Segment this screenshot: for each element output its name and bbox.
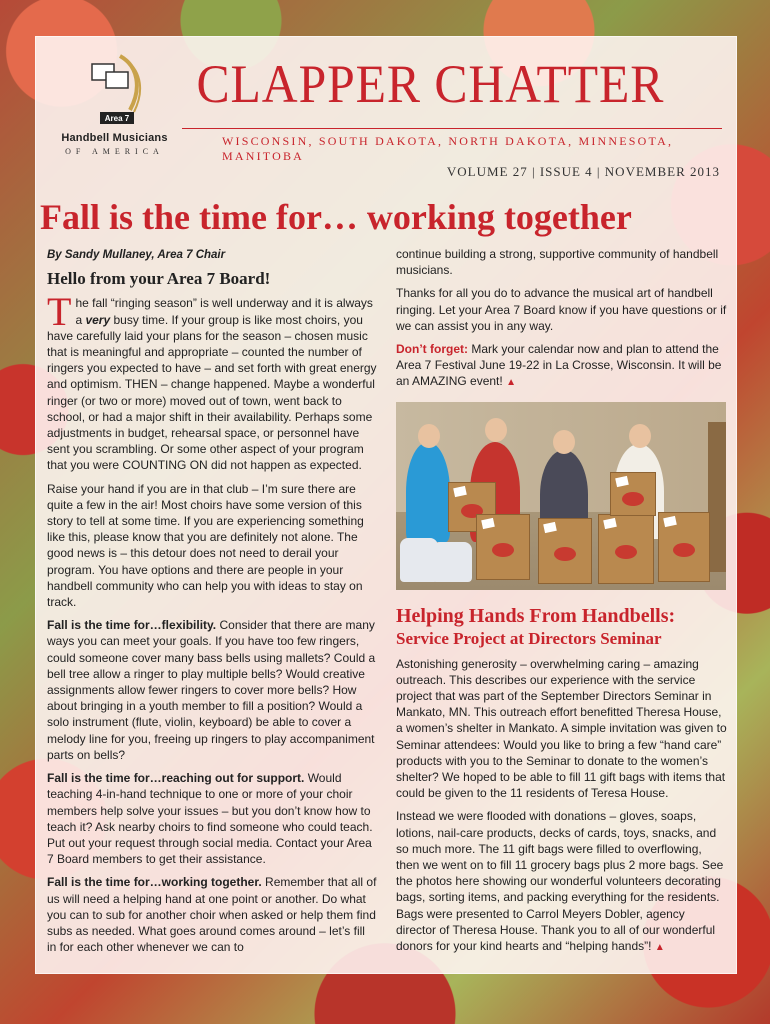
issue-line: VOLUME 27 | ISSUE 4 | NOVEMBER 2013	[446, 164, 720, 179]
logo-name: Handbell Musicians	[61, 132, 168, 144]
gift-bag	[538, 518, 592, 584]
end-mark-icon: ▲	[506, 377, 516, 389]
gift-bag	[610, 472, 656, 516]
volunteer-figure	[406, 442, 450, 542]
hma-area7-logo	[52, 52, 177, 160]
paragraph: Fall is the time for…working together. Remember that all of us will need a helping hand at one point or another. Do what you can to sub for another choir when asked or help them find subs as needed. What goes around comes around – let’s fill in for each other whenever we can to	[47, 875, 377, 955]
paragraph: Raise your hand if you are in that club – I’m sure there are quite a few in the air! Most choirs have some version of this story to tell at some time. If you are experiencing something like this, please know that you are definitely not alone. The good news is – this detour does not need to derail your program. You have options and there are people in your handbell community who can help you with ideas to stay on track.	[47, 481, 364, 610]
paragraph: Thanks for all you do to advance the musical art of handbell ringing. Let your Area 7 Board know if you have questions or if we can assist you in any way.	[396, 286, 727, 333]
article-subhead: Hello from your Area 7 Board!	[47, 269, 271, 289]
paragraph: Fall is the time for…reaching out for support. Would teaching 4-in-hand technique to one or more of your choir members help solve your issues – but you don’t know how to teach it? Ask nearby choirs to find someone who could teach. Put out your request through social media. Contact your Area 7 Board members to get their assistance.	[47, 771, 373, 867]
drop-cap: T	[47, 289, 72, 335]
right-column	[396, 246, 728, 963]
logo-sub: OF AMERICA	[65, 147, 164, 156]
section-heading: Helping Hands From Handbells:	[396, 604, 676, 627]
grocery-bag	[432, 542, 472, 582]
paragraph: Fall is the time for…flexibility. Consider that there are many ways you can meet your goals. If you have too few ringers, could someone cover many bass bells using mallets? Could a bell tree allow a ringer to play multiple bells? Would creative assignments allow fewer ringers to cover more bells? How about bringing in a youth member to fill a position? Would a solo instrument (flute, violin, keyboard) be able to cover a melody line for you, freeing up ringers to play accompaniment parts on bells?	[47, 618, 376, 762]
paragraph: Instead we were flooded with donations – gloves, soaps, lotions, nail-care products, decks of cards, toys, snacks, and so much more. The 11 gift bags were filled to overflowing, then we went on to fill 11 grocery bags plus 2 more bags. See the photos here showing our wonderful volunteers decorating bags, sorting items, and packing everything for the residents. Bags were presented to Carrol Meyers Dobler, agency director of Theresa House. Thank you to all of our wonderful donors for your kind hearts and “helping hands”! ▲	[396, 809, 724, 954]
byline: By Sandy Mullaney, Area 7 Chair	[47, 249, 226, 261]
end-mark-icon: ▲	[654, 942, 665, 954]
gift-bag	[476, 514, 530, 580]
paragraph: continue building a strong, supportive community of handbell musicians.	[396, 247, 719, 278]
left-column	[47, 247, 377, 962]
volunteers-photo	[396, 402, 726, 590]
paragraph: Don’t forget: Mark your calendar now and plan to attend the Area 7 Festival June 19-22 in La Crosse, Wisconsin. It will be an AMAZING event! ▲	[396, 342, 722, 389]
logo-badge: Area 7	[104, 114, 130, 123]
paragraph: Astonishing generosity – overwhelming caring – amazing outreach. This describes our experience with the service project that was part of the September Directors Seminar in Mankato, MN. This outreach effort benefitted Theresa House, a women’s shelter in Mankato. A simple invitation was given to Seminar attendees: Would you like to bring a few “hand care” products with you to the Seminar to donate to the women’s shelter? We hoped to be able to fill 11 gift bags with items that could be given to the 11 residents of Teresa House.	[396, 656, 727, 801]
masthead-title: CLAPPER CHATTER	[196, 54, 665, 114]
handbell-icon	[80, 52, 150, 127]
section-subheading: Service Project at Directors Seminar	[396, 628, 662, 648]
gift-bag	[598, 514, 654, 584]
masthead-rule	[182, 128, 722, 129]
gift-bag	[658, 512, 710, 582]
page-title: Fall is the time for… working together	[40, 197, 632, 237]
paragraph: The fall “ringing season” is well underway and it is always a very busy time. If your group is like most choirs, you have carefully laid your plans for the season – chosen music that is meaningful and appropriate – counted the number of ringers you expected to have – and set forth with great energy and optimism. THEN – change happened. Maybe a wonderful ringer (or two or more) moved out of town, went back to school, or had a major shift in their availability. Perhaps some adjustments in budget, rehearsal space, or personnel have sent you scrambling. Or some other aspect of your program that you were COUNTING ON did not happen as expected.	[47, 289, 377, 473]
masthead-states: WISCONSIN, SOUTH DAKOTA, NORTH DAKOTA, MINNESOTA, MANITOBA	[222, 134, 674, 163]
